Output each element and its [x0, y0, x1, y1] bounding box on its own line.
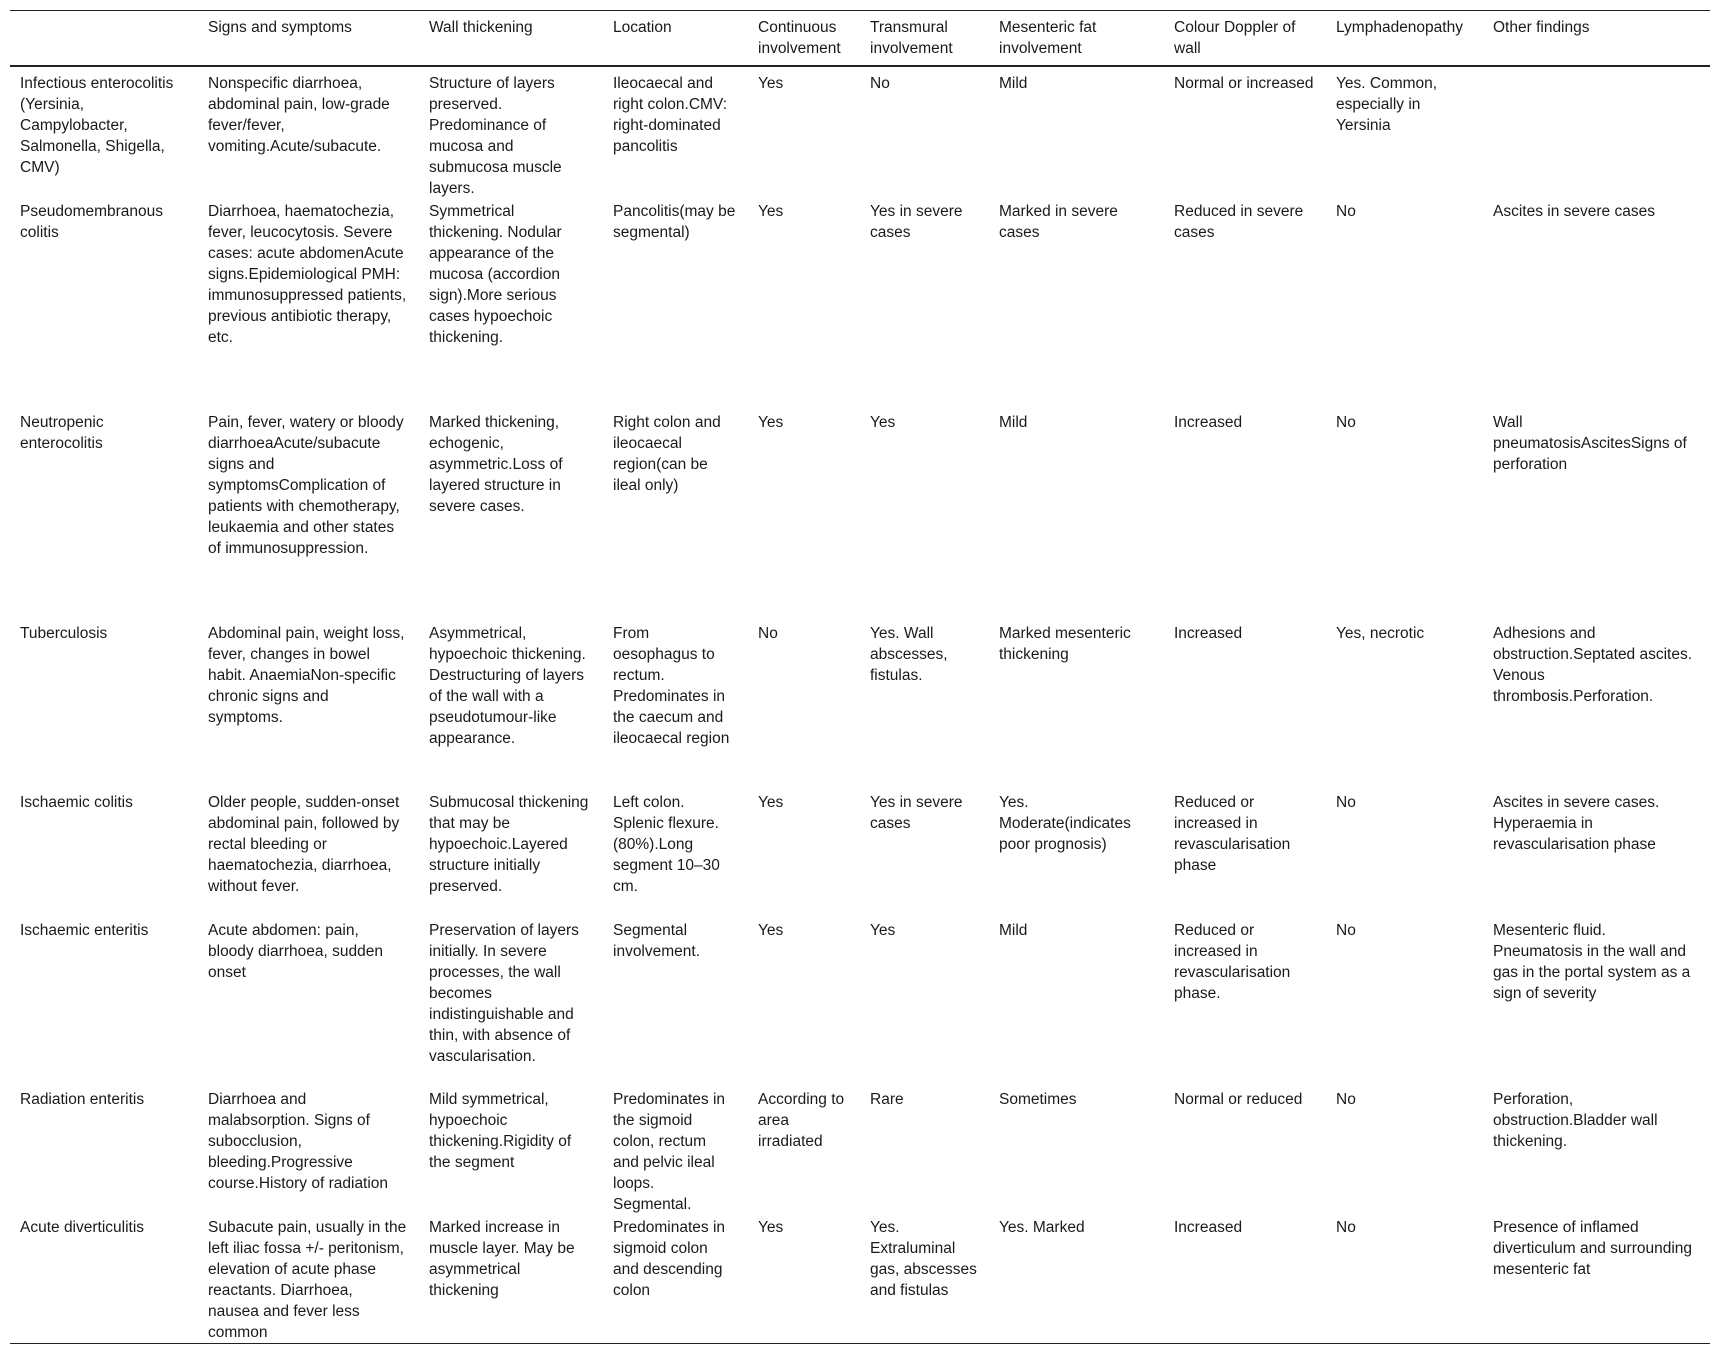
cell-transmural: Yes. Wall abscesses, fistulas. — [870, 625, 948, 684]
cell-transmural: Yes — [870, 922, 896, 939]
row-condition: Ischaemic colitis — [20, 794, 133, 811]
cell-signs-symptoms: Diarrhoea, haematochezia, fever, leucocytosis. Severe cases: acute abdomenAcute signs.Epidemiological PMH: immunosuppressed patients, previous antibiotic therapy, etc. — [208, 203, 407, 346]
cell-mesenteric-fat: Mild — [999, 922, 1028, 939]
cell-location: Predominates in the sigmoid colon, rectum and pelvic ileal loops. Segmental. — [613, 1091, 726, 1213]
cell-signs-symptoms: Abdominal pain, weight loss, fever, changes in bowel habit. AnaemiaNon-specific chronic signs and symptoms. — [208, 625, 405, 726]
header-location: Location — [613, 19, 672, 36]
table-row — [10, 1087, 1710, 1215]
cell-other-findings: Adhesions and obstruction.Septated ascites. Venous thrombosis.Perforation. — [1493, 625, 1693, 705]
cell-wall-thickening: Mild symmetrical, hypoechoic thickening.Rigidity of the segment — [429, 1091, 572, 1171]
cell-signs-symptoms: Older people, sudden-onset abdominal pain, followed by rectal bleeding or haematochezia, diarrhoea, without fever. — [208, 794, 400, 895]
comparison-table — [10, 10, 1710, 1344]
cell-transmural: Yes in severe cases — [870, 794, 963, 832]
header-transmural-involvement: Transmural involvement — [870, 19, 953, 57]
row-condition: Tuberculosis — [20, 625, 108, 642]
cell-other-findings: Mesenteric fluid. Pneumatosis in the wall and gas in the portal system as a sign of severity — [1493, 922, 1691, 1002]
header-colour-doppler: Colour Doppler of wall — [1174, 19, 1296, 57]
table-row — [10, 621, 1710, 790]
cell-mesenteric-fat: Marked mesenteric thickening — [999, 625, 1131, 663]
cell-colour-doppler: Increased — [1174, 1219, 1243, 1236]
header-cell-blank — [10, 11, 198, 67]
row-condition: Pseudomembranous colitis — [20, 203, 164, 241]
header-signs-symptoms: Signs and symptoms — [208, 19, 352, 36]
cell-location: Right colon and ileocaecal region(can be ileal only) — [613, 414, 721, 494]
cell-continuous: Yes — [758, 414, 784, 431]
cell-colour-doppler: Normal or reduced — [1174, 1091, 1303, 1108]
cell-wall-thickening: Submucosal thickening that may be hypoechoic.Layered structure initially preserved. — [429, 794, 589, 895]
cell-colour-doppler: Reduced in severe cases — [1174, 203, 1304, 241]
cell-wall-thickening: Marked thickening, echogenic, asymmetric.Loss of layered structure in severe cases. — [429, 414, 563, 515]
header-wall-thickening: Wall thickening — [429, 19, 533, 36]
cell-mesenteric-fat: Sometimes — [999, 1091, 1077, 1108]
cell-colour-doppler: Reduced or increased in revascularisation phase. — [1174, 922, 1291, 1002]
row-condition: Radiation enteritis — [20, 1091, 145, 1108]
cell-signs-symptoms: Acute abdomen: pain, bloody diarrhoea, sudden onset — [208, 922, 383, 981]
cell-transmural: Rare — [870, 1091, 904, 1108]
cell-lymphadenopathy: No — [1336, 922, 1356, 939]
cell-colour-doppler: Normal or increased — [1174, 75, 1314, 92]
cell-continuous: Yes — [758, 203, 784, 220]
cell-continuous: Yes — [758, 922, 784, 939]
cell-lymphadenopathy: No — [1336, 414, 1356, 431]
cell-location: Pancolitis(may be segmental) — [613, 203, 736, 241]
table-header — [10, 11, 1710, 67]
cell-lymphadenopathy: No — [1336, 794, 1356, 811]
cell-lymphadenopathy: Yes, necrotic — [1336, 625, 1425, 642]
cell-transmural: Yes. Extraluminal gas, abscesses and fistulas — [870, 1219, 977, 1299]
cell-wall-thickening: Preservation of layers initially. In severe processes, the wall becomes indistinguishable and thin, with absence of vascularisation. — [429, 922, 579, 1065]
cell-location: Predominates in sigmoid colon and descending colon — [613, 1219, 726, 1299]
cell-other-findings: Wall pneumatosisAscitesSigns of perforation — [1493, 414, 1687, 473]
cell-continuous: According to area irradiated — [758, 1091, 845, 1150]
cell-other-findings: Perforation, obstruction.Bladder wall thickening. — [1493, 1091, 1658, 1150]
cell-signs-symptoms: Subacute pain, usually in the left iliac fossa +/- peritonism, elevation of acute phase reactants. Diarrhoea, nausea and fever less common — [208, 1219, 407, 1341]
cell-other-findings: Presence of inflamed diverticulum and surrounding mesenteric fat — [1493, 1219, 1693, 1278]
row-condition: Acute diverticulitis — [20, 1219, 145, 1236]
cell-transmural: No — [870, 75, 890, 92]
cell-other-findings: Ascites in severe cases — [1493, 203, 1655, 220]
cell-mesenteric-fat: Yes. Moderate(indicates poor prognosis) — [999, 794, 1131, 853]
cell-mesenteric-fat: Marked in severe cases — [999, 203, 1118, 241]
cell-wall-thickening: Marked increase in muscle layer. May be asymmetrical thickening — [429, 1219, 575, 1299]
header-lymphadenopathy: Lymphadenopathy — [1336, 19, 1463, 36]
table-body — [10, 66, 1710, 1344]
cell-mesenteric-fat: Mild — [999, 414, 1028, 431]
table-row — [10, 1215, 1710, 1344]
cell-other-findings: Ascites in severe cases. Hyperaemia in revascularisation phase — [1493, 794, 1660, 853]
header-row — [10, 11, 1710, 67]
row-condition: Ischaemic enteritis — [20, 922, 149, 939]
cell-continuous: No — [758, 625, 778, 642]
cell-location: Ileocaecal and right colon.CMV: right-dominated pancolitis — [613, 75, 727, 155]
table-row — [10, 66, 1710, 199]
cell-transmural: Yes in severe cases — [870, 203, 963, 241]
comparison-table-container — [10, 10, 1710, 1344]
table-row — [10, 918, 1710, 1087]
cell-location: Left colon. Splenic flexure. (80%).Long segment 10–30 cm. — [613, 794, 720, 895]
table-row — [10, 410, 1710, 621]
cell-location: From oesophagus to rectum. Predominates in the caecum and ileocaecal region — [613, 625, 730, 747]
cell-wall-thickening: Symmetrical thickening. Nodular appearance of the mucosa (accordion sign).More serious cases hypoechoic thickening. — [429, 203, 562, 346]
cell-colour-doppler: Increased — [1174, 414, 1243, 431]
cell-signs-symptoms: Diarrhoea and malabsorption. Signs of subocclusion, bleeding.Progressive course.History of radiation — [208, 1091, 389, 1192]
cell-signs-symptoms: Nonspecific diarrhoea, abdominal pain, low-grade fever/fever, vomiting.Acute/subacute. — [208, 75, 390, 155]
header-other-findings: Other findings — [1493, 19, 1590, 36]
cell-continuous: Yes — [758, 1219, 784, 1236]
cell-continuous: Yes — [758, 794, 784, 811]
header-mesenteric-fat: Mesenteric fat involvement — [999, 19, 1097, 57]
table-row — [10, 199, 1710, 410]
cell-location: Segmental involvement. — [613, 922, 701, 960]
cell-colour-doppler: Reduced or increased in revascularisation phase — [1174, 794, 1291, 874]
table-row — [10, 790, 1710, 918]
cell-mesenteric-fat: Mild — [999, 75, 1028, 92]
cell-mesenteric-fat: Yes. Marked — [999, 1219, 1085, 1236]
cell-lymphadenopathy: No — [1336, 1219, 1356, 1236]
cell-lymphadenopathy: Yes. Common, especially in Yersinia — [1336, 75, 1438, 134]
cell-other-findings — [1483, 66, 1710, 199]
cell-lymphadenopathy: No — [1336, 1091, 1356, 1108]
cell-transmural: Yes — [870, 414, 896, 431]
row-condition: Infectious enterocolitis (Yersinia, Campylobacter, Salmonella, Shigella, CMV) — [20, 75, 174, 176]
cell-continuous: Yes — [758, 75, 784, 92]
cell-colour-doppler: Increased — [1174, 625, 1243, 642]
cell-wall-thickening: Structure of layers preserved. Predominance of mucosa and submucosa muscle layers. — [429, 75, 562, 197]
cell-wall-thickening: Asymmetrical, hypoechoic thickening. Destructuring of layers of the wall with a pseudotumour-like appearance. — [429, 625, 586, 747]
cell-signs-symptoms: Pain, fever, watery or bloody diarrhoeaAcute/subacute signs and symptomsComplication of patients with chemotherapy, leukaemia and other states of immunosuppression. — [208, 414, 404, 557]
header-continuous-involvement: Continuous involvement — [758, 19, 841, 57]
row-condition: Neutropenic enterocolitis — [20, 414, 104, 452]
cell-lymphadenopathy: No — [1336, 203, 1356, 220]
